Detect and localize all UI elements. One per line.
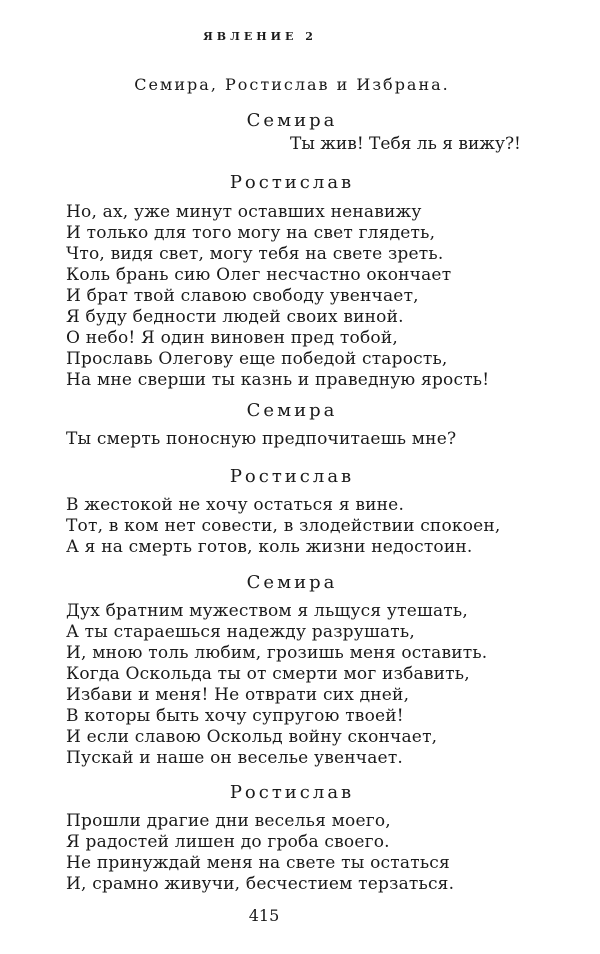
verse-line: А ты стараешься надежду разрушать, (66, 622, 415, 642)
verse-line: Прошли драгие дни веселья моего, (66, 811, 391, 831)
verse-line: О небо! Я один виновен пред тобой, (66, 328, 398, 348)
verse-line: И если славою Оскольд войну скончает, (66, 727, 438, 747)
verse-line: Что, видя свет, могу тебя на свете зреть. (66, 244, 444, 264)
verse-line: Когда Оскольда ты от смерти мог избавить, (66, 664, 470, 684)
verse-line: И брат твой славою свободу увенчает, (66, 286, 419, 306)
verse-line: Пускай и наше он веселье увенчает. (66, 748, 404, 768)
verse-line: Избави и меня! Не отврати сих дней, (66, 685, 410, 705)
verse-line: Дух братним мужеством я льщуся утешать, (66, 601, 468, 621)
verse-line: А я на смерть готов, коль жизни недостоин. (66, 537, 473, 557)
verse-line: Тот, в ком нет совести, в злодействии спокоен, (66, 516, 501, 536)
verse-line: И только для того могу на свет глядеть, (66, 223, 436, 243)
speaker-name: Семира (246, 110, 338, 131)
speech-block (66, 202, 489, 391)
speaker-name: Ростислав (229, 466, 355, 487)
speech-block (66, 811, 454, 895)
verse-line: И, мною толь любим, грозишь меня оставить. (66, 643, 488, 663)
scene-title: ЯВЛЕНИЕ 2 (203, 30, 317, 43)
speaker-name: Семира (246, 400, 338, 421)
page-number: 415 (248, 906, 280, 925)
verse-line: Ты жив! Тебя ль я вижу?! (290, 134, 521, 154)
verse-line: И, срамно живучи, бесчестием терзаться. (66, 874, 455, 894)
speech-block (66, 495, 501, 558)
verse-line: В которы быть хочу супругою твоей! (66, 706, 404, 726)
speaker-name: Ростислав (229, 782, 355, 803)
verse-line: Ты смерть поносную предпочитаешь мне? (66, 429, 457, 449)
verse-line: Я радостей лишен до гроба своего. (66, 832, 390, 852)
speech-block (66, 601, 487, 769)
verse-line: Прославь Олегову еще победой старость, (66, 349, 448, 369)
speaker-name: Ростислав (229, 172, 355, 193)
verse-line: Коль брань сию Олег несчастно окончает (66, 265, 452, 285)
verse-line: На мне сверши ты казнь и праведную ярость! (66, 370, 490, 390)
verse-line: Я буду бедности людей своих виной. (66, 307, 404, 327)
verse-line: Но, ах, уже минут оставших ненавижу (66, 202, 422, 222)
speaker-name: Семира (246, 572, 338, 593)
verse-line: В жестокой не хочу остаться я вине. (66, 495, 405, 515)
verse-line: Не принуждай меня на свете ты остаться (66, 853, 450, 873)
speech-block (66, 429, 456, 450)
cast-list: Семира, Ростислав и Избрана. (134, 75, 450, 94)
